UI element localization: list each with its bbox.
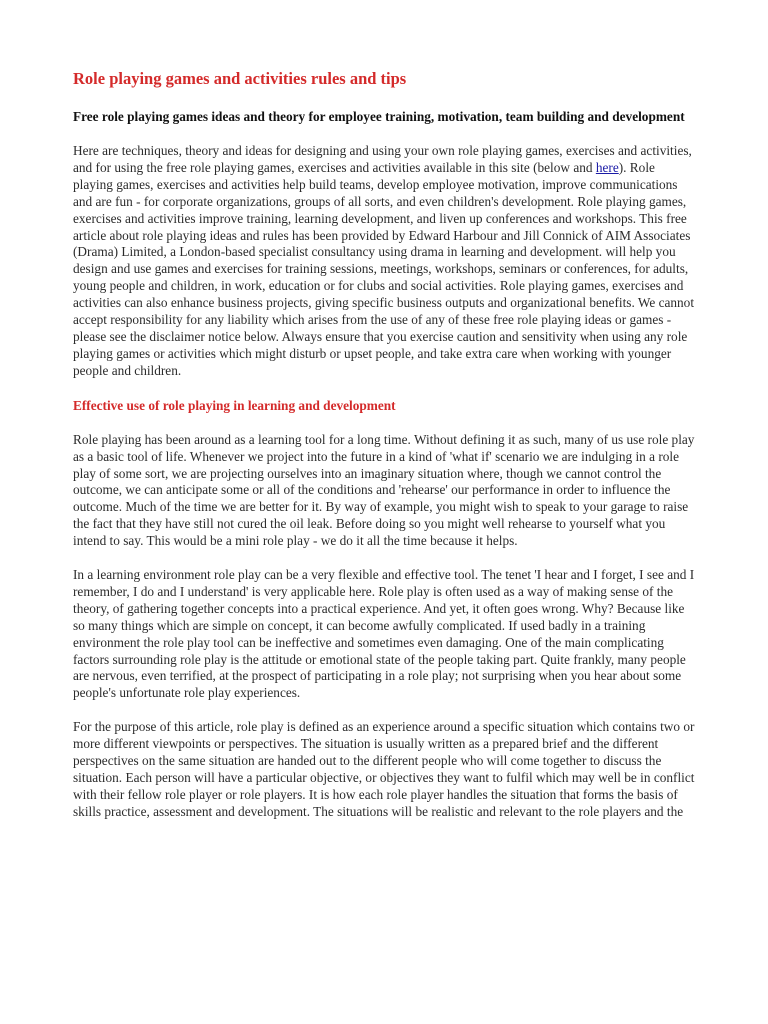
- body-paragraph: In a learning environment role play can be a very flexible and effective tool. The tenet 'I hear and I forget, I see and I remember, I do and I understand' is very applicable here. Role play is often used as a way of making sense of the theory, of gathering together concepts into a practical experience. And yet, it often goes wrong. Why? Because like so many things which are simple on concept, it can become awfully complicated. If used badly in a training environment the role play tool can be ineffective and sometimes even damaging. One of the main complicating factors surrounding role play is the attitude or emotional state of the people taking part. Quite frankly, many people are nervous, even terrified, at the prospect of participating in a role play; not surprising when you hear about some people's unfortunate role play experiences.: [73, 567, 695, 701]
- page-title: Role playing games and activities rules and tips: [73, 69, 407, 88]
- intro-paragraph: [73, 143, 698, 380]
- here-link[interactable]: here: [595, 159, 619, 175]
- body-paragraph: Role playing has been around as a learning tool for a long time. Without defining it as such, many of us use role play as a basic tool of life. Whenever we project into the future in a kind of 'what if' scenario we are indulging in a role play of some sort, we are projecting ourselves into an imaginary situation where, though we cannot control the outcome, we can anticipate some or all of the conditions and 'rehearse' our performance in order to influence the outcome. Much of the time we are better for it. By way of example, you might wish to speak to your garage to raise the fact that they have still not cured the oil leak. Before doing so you might well rehearse to yourself what you intend to say. This would be a mini role play - we do it all the time because it helps.: [73, 431, 695, 549]
- intro-text-after-link: ). Role playing games, exercises and activities help build teams, develop employee motivation, improve communications and are fun - for corporate organizations, groups of all sorts, and even children's development. Role playing games, exercises and activities improve training, learning development, and liven up conferences and workshops. This free article about role playing ideas and rules has been provided by Edward Harbour and Jill Connick of AIM Associates (Drama) Limited, a London-based specialist consultancy using drama in learning and development. will help you design and use games and exercises for training sessions, meetings, workshops, seminars or conferences, for adults, young people and children, in work, education or for clubs and social activities. Role playing games, exercises and activities can also enhance business projects, giving specific business outputs and organizational benefits. We cannot accept responsibility for any liability which arises from the use of any of these free role playing ideas or games - please see the disclaimer notice below. Always ensure that you exercise caution and sensitivity when using any role playing games or activities which might disturb or upset people, and take extra care when working with younger people and children.: [73, 159, 695, 378]
- section-heading-effective-use: Effective use of role playing in learning and development: [73, 397, 396, 413]
- intro-text-before-link: Here are techniques, theory and ideas for designing and using your own role playing games, exercises and activities, and for using the free role playing games, exercises and activities available in this site (below and: [73, 143, 692, 175]
- page-subtitle: Free role playing games ideas and theory for employee training, motivation, team building and development: [73, 109, 685, 124]
- body-paragraph: For the purpose of this article, role play is defined as an experience around a specific situation which contains two or more different viewpoints or perspectives. The situation is usually written as a prepared brief and the different perspectives on the same situation are handed out to the different people who will come together to discuss the situation. Each person will have a particular objective, or objectives they want to fulfil which may well be in conflict with their fellow role player or role players. It is how each role player handles the situation that forms the basis of skills practice, assessment and development. The situations will be realistic and relevant to the role players and the: [73, 719, 695, 819]
